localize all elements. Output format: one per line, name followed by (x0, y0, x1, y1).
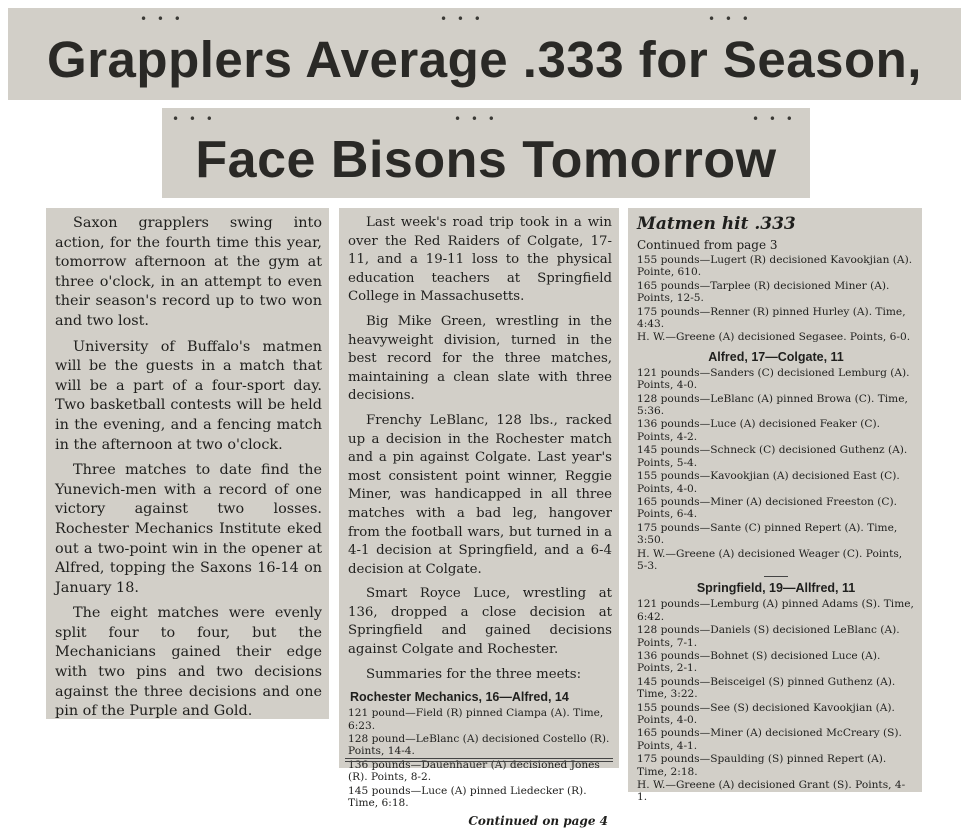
match-result: 128 pound—LeBlanc (A) decisioned Costello (R). Points, 14-4. (348, 733, 610, 758)
match-result: 155 pounds—Kavookjian (A) decisioned East (C). Points, 4-0. (637, 470, 900, 495)
match-result: 175 pounds—Spaulding (S) pinned Repert (A). Time, 2:18. (637, 753, 887, 778)
match-result: H. W.—Greene (A) decisioned Weager (C). Points, 5-3. (637, 547, 903, 572)
match-result: 145 pounds—Beisceigel (S) pinned Guthenz (A). Time, 3:22. (637, 675, 896, 701)
match-result: 145 pounds—Schneck (C) decisioned Guthenz (A). Points, 5-4. (637, 444, 908, 469)
ornament-dots: • • • (708, 12, 752, 26)
match-result: 136 pounds—Luce (A) decisioned Feaker (C). Points, 4-2. (637, 418, 880, 443)
match-result: 121 pounds—Lemburg (A) pinned Adams (S). Time, 6:42. (637, 598, 914, 623)
match-result: 136 pounds—Bohnet (S) decisioned Luce (A). Points, 2-1. (637, 649, 881, 675)
paragraph: Three matches to date find the Yunevich-men with a record of one victory against two losses. Rochester Mechanics Institute eked out a two-point win in the opener at Alfred, topping the Saxons 16-14 on January 18. (55, 462, 322, 596)
section-divider (764, 576, 788, 577)
ornament-dots: • • • (752, 112, 796, 126)
match-result: 165 pounds—Tarplee (R) decisioned Miner (A). Points, 12-5. (637, 279, 890, 305)
continued-from-page: Continued from page 3 (637, 238, 778, 252)
headline-line-1: Grapplers Average .333 for Season, (47, 31, 922, 88)
ornament-dots: • • • (440, 12, 484, 26)
match-result: H. W.—Greene (A) decisioned Grant (S). Points, 4-1. (637, 779, 906, 804)
paragraph: Smart Royce Luce, wrestling at 136, dropped a close decision at Springfield and gained decisions against Colgate and Rochester. (348, 586, 612, 658)
article-column-2 (339, 208, 619, 828)
match-result: 145 pounds—Luce (A) pinned Liedecker (R). Time, 6:18. (348, 784, 587, 810)
match-result: 155 pounds—Lugert (R) decisioned Kavookjian (A). Pointe, 610. (637, 254, 913, 279)
ornament-dots: • • • (140, 12, 184, 26)
match-result: 128 pounds—Daniels (S) decisioned LeBlanc (A). Points, 7-1. (637, 624, 900, 649)
headline-clipping-2 (162, 108, 810, 198)
match-result: 165 pounds—Miner (A) decisioned McCreary (S). Points, 4-1. (637, 727, 902, 752)
headline-line-2: Face Bisons Tomorrow (195, 131, 777, 189)
springfield-meet-heading: Springfield, 19—Allfred, 11 (696, 581, 856, 596)
headline-clipping-1 (8, 8, 961, 100)
paragraph: University of Buffalo's matmen will be the guests in a match that will be a part of a four-sport day. Two basketball contests will be held in the evening, and a fencing match in the afternoon at two o'clock. (55, 338, 322, 453)
match-result: 175 pounds—Renner (R) pinned Hurley (A). Time, 4:43. (637, 305, 906, 331)
jump-headline: Matmen hit .333 (637, 214, 796, 234)
column-end-rule (345, 758, 613, 762)
paragraph: Big Mike Green, wrestling in the heavyweight division, turned in the best record for the three matches, maintaining a clean slate with three decisions. (348, 313, 612, 404)
paragraph: Frenchy LeBlanc, 128 lbs., racked up a decision in the Rochester match and a pin against Colgate. Last year's most consistent point winner, Reggie Miner, was handicapped in all three matches with a bad leg, hangover from the football wars, but turned in a 4-1 decision at Springfield, and a 6-4 decision at Colgate. (348, 412, 612, 577)
match-result: 155 pounds—See (S) decisioned Kavookjian (A). Points, 4-0. (637, 701, 895, 726)
paragraph: The eight matches were evenly split four to four, but the Mechanicians gained their edge with two pins and two decisions against the three decisions and one pin of the Purple and Gold. (55, 605, 322, 720)
paragraph: Summaries for the three meets: (366, 666, 582, 682)
ornament-dots: • • • (172, 112, 216, 126)
match-result: 128 pounds—LeBlanc (A) pinned Browa (C). Time, 5:36. (637, 392, 908, 418)
paragraph: Last week's road trip took in a win over the Red Raiders of Colgate, 17-11, and a 19-11 loss to the physical education teachers at Springfield College in Massachusetts. (348, 215, 612, 305)
article-column-1 (46, 208, 329, 719)
rochester-meet-heading: Rochester Mechanics, 16—Alfred, 14 (350, 690, 569, 705)
article-column-3 (628, 208, 922, 804)
match-result: 121 pound—Field (R) pinned Ciampa (A). Time, 6:23. (348, 707, 604, 732)
match-result: 165 pounds—Miner (A) decisioned Freeston (C). Points, 6-4. (637, 495, 898, 521)
ornament-dots: • • • (454, 112, 498, 126)
match-result: H. W.—Greene (A) decisioned Segasee. Points, 6-0. (637, 331, 911, 344)
colgate-meet-heading: Alfred, 17—Colgate, 11 (708, 349, 844, 364)
match-result: 175 pounds—Sante (C) pinned Repert (A). Time, 3:50. (637, 521, 898, 547)
match-result: 136 pounds—Dauenhauer (A) decisioned Jones (R). Points, 8-2. (348, 758, 600, 784)
match-result: 121 pounds—Sanders (C) decisioned Lemburg (A). Points, 4-0. (637, 366, 910, 392)
paragraph: Saxon grapplers swing into action, for the fourth time this year, tomorrow afternoon at the gym at three o'clock, in an attempt to even their season's record up to two won and two lost. (55, 215, 322, 329)
continued-on-page: Continued on page 4 (468, 813, 608, 828)
